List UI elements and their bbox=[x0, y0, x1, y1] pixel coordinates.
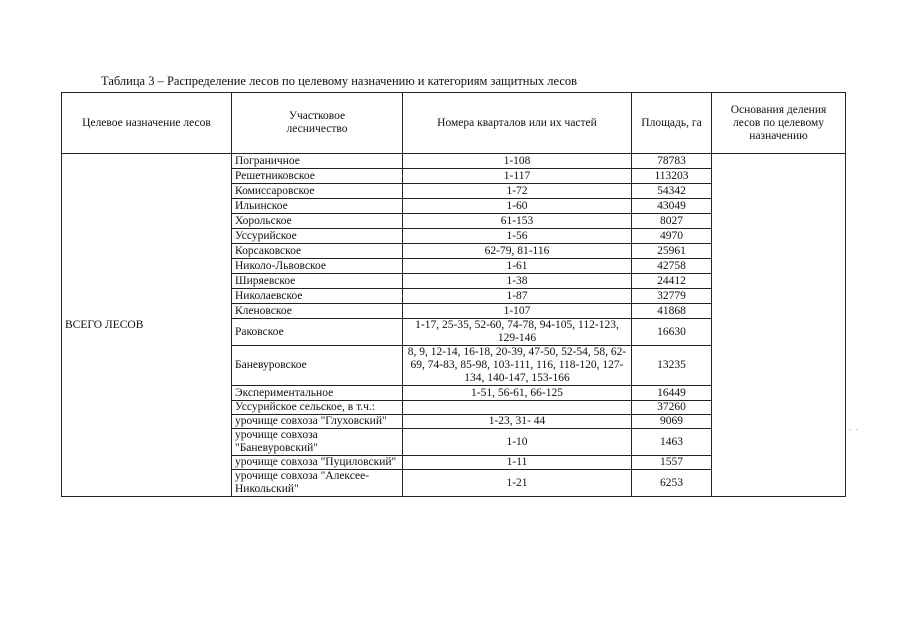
cell-district: Уссурийское bbox=[232, 229, 403, 244]
cell-quarters: 1-117 bbox=[403, 169, 632, 184]
cell-quarters: 1-60 bbox=[403, 199, 632, 214]
header-quarters: Номера кварталов или их частей bbox=[403, 93, 632, 154]
cell-district: Кленовское bbox=[232, 304, 403, 319]
cell-quarters: 8, 9, 12-14, 16-18, 20-39, 47-50, 52-54, 58, 62-69, 74-83, 85-98, 103-111, 116, 118-120, 127-134, 140-147, 153-166 bbox=[403, 346, 632, 386]
cell-quarters: 1-11 bbox=[403, 456, 632, 470]
cell-quarters: 1-23, 31- 44 bbox=[403, 415, 632, 429]
header-basis bbox=[712, 93, 846, 154]
table-caption: Таблица 3 – Распределение лесов по целевому назначению и категориям защитных лесов bbox=[101, 74, 578, 88]
cell-quarters bbox=[403, 401, 632, 415]
cell-quarters: 1-10 bbox=[403, 429, 632, 456]
cell-quarters: 61-153 bbox=[403, 214, 632, 229]
cell-area: 37260 bbox=[632, 401, 712, 415]
cell-area: 6253 bbox=[632, 470, 712, 497]
cell-area: 1557 bbox=[632, 456, 712, 470]
cell-purpose: ВСЕГО ЛЕСОВ bbox=[62, 154, 232, 497]
cell-district: Ильинское bbox=[232, 199, 403, 214]
table-row bbox=[62, 154, 846, 169]
forest-distribution-table bbox=[61, 92, 846, 497]
cell-area: 32779 bbox=[632, 289, 712, 304]
cell-area: 16449 bbox=[632, 386, 712, 401]
cell-area: 9069 bbox=[632, 415, 712, 429]
cell-quarters: 1-21 bbox=[403, 470, 632, 497]
cell-quarters: 1-51, 56-61, 66-125 bbox=[403, 386, 632, 401]
cell-area: 1463 bbox=[632, 429, 712, 456]
cell-area: 42758 bbox=[632, 259, 712, 274]
header-district-text: Участковое лесничество bbox=[286, 110, 348, 135]
cell-district: Комиссаровское bbox=[232, 184, 403, 199]
cell-quarters: 1-61 bbox=[403, 259, 632, 274]
table-body bbox=[62, 154, 846, 497]
cell-area: 41868 bbox=[632, 304, 712, 319]
cell-district: урочище совхоза "Глуховский" bbox=[232, 415, 403, 429]
cell-area: 54342 bbox=[632, 184, 712, 199]
cell-area: 13235 bbox=[632, 346, 712, 386]
header-purpose: Целевое назначение лесов bbox=[62, 93, 232, 154]
cell-quarters: 1-17, 25-35, 52-60, 74-78, 94-105, 112-123, 129-146 bbox=[403, 319, 632, 346]
cell-quarters: 1-56 bbox=[403, 229, 632, 244]
header-district bbox=[232, 93, 403, 154]
cell-area: 4970 bbox=[632, 229, 712, 244]
cell-district: Решетниковское bbox=[232, 169, 403, 184]
cell-area: 25961 bbox=[632, 244, 712, 259]
cell-district: Николо-Львовское bbox=[232, 259, 403, 274]
cell-area: 8027 bbox=[632, 214, 712, 229]
table-header-row bbox=[62, 93, 846, 154]
cell-district: Ширяевское bbox=[232, 274, 403, 289]
cell-area: 24412 bbox=[632, 274, 712, 289]
cell-district: Пограничное bbox=[232, 154, 403, 169]
cell-area: 78783 bbox=[632, 154, 712, 169]
cell-district: урочище совхоза "Баневуровский" bbox=[232, 429, 403, 456]
cell-district: Николаевское bbox=[232, 289, 403, 304]
cell-district: урочище совхоза "Алексее-Никольский" bbox=[232, 470, 403, 497]
cell-basis bbox=[712, 154, 846, 497]
cell-area: 113203 bbox=[632, 169, 712, 184]
header-area-text: Площадь, га bbox=[641, 116, 702, 129]
cell-district: Экспериментальное bbox=[232, 386, 403, 401]
cell-district: Уссурийское сельское, в т.ч.: bbox=[232, 401, 403, 415]
cell-quarters: 1-87 bbox=[403, 289, 632, 304]
cell-district: Баневуровское bbox=[232, 346, 403, 386]
header-area bbox=[632, 93, 712, 154]
cell-district: урочище совхоза "Пуциловский" bbox=[232, 456, 403, 470]
cell-district: Корсаковское bbox=[232, 244, 403, 259]
cell-quarters: 1-38 bbox=[403, 274, 632, 289]
cell-quarters: 1-108 bbox=[403, 154, 632, 169]
cell-quarters: 62-79, 81-116 bbox=[403, 244, 632, 259]
cell-district: Хорольское bbox=[232, 214, 403, 229]
cell-quarters: 1-107 bbox=[403, 304, 632, 319]
header-basis-text: Основания деления лесов по целевому назначению bbox=[730, 103, 827, 142]
cell-district: Раковское bbox=[232, 319, 403, 346]
cell-quarters: 1-72 bbox=[403, 184, 632, 199]
cell-area: 43049 bbox=[632, 199, 712, 214]
scan-mark: . . bbox=[849, 422, 858, 432]
cell-area: 16630 bbox=[632, 319, 712, 346]
